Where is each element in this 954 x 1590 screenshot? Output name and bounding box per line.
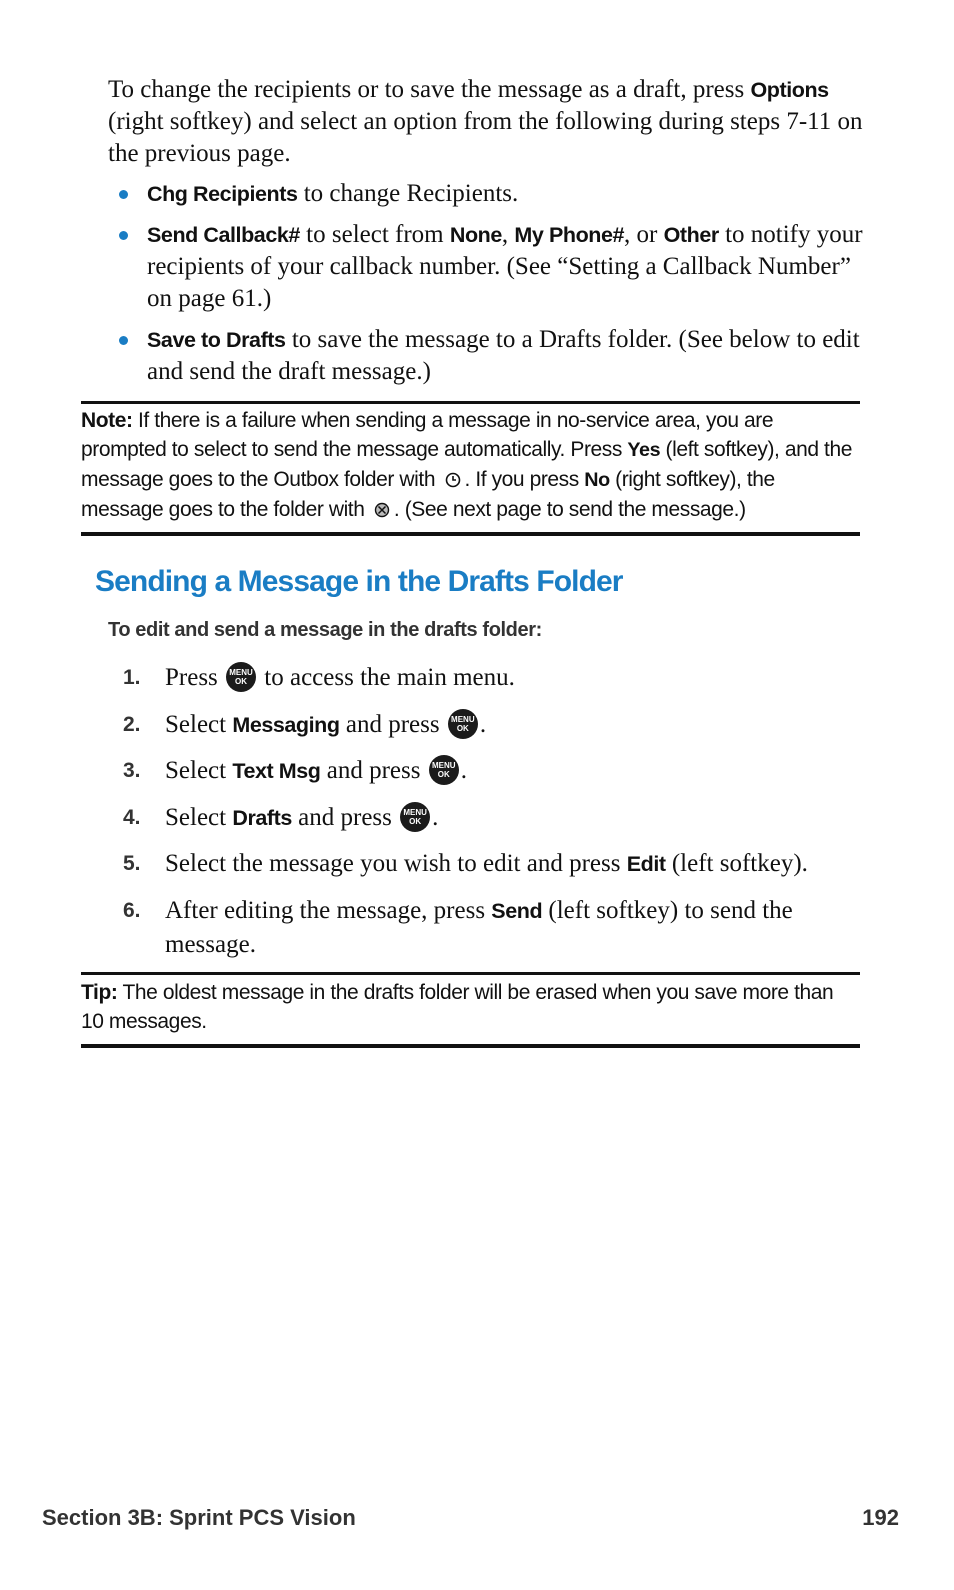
tip-text: The oldest message in the drafts folder will be erased when you save more than 10 messages.	[81, 981, 834, 1033]
option-text: to change Recipients.	[297, 180, 519, 207]
key-label-top: MENU	[451, 714, 475, 724]
list-item	[108, 324, 868, 388]
other-keyword: Other	[663, 223, 719, 247]
step-text: After editing the message, press	[165, 896, 492, 924]
option-text: to save the message to a Drafts folder. (See below to edit and send the draft message.)	[147, 326, 860, 385]
step-text: (left softkey) to send the message.	[165, 896, 793, 958]
bullet-icon	[119, 336, 128, 345]
step-number: 2.	[123, 712, 141, 736]
step-text: .	[460, 757, 467, 784]
note-text: . (See next page to send the message.)	[393, 498, 746, 521]
send-callback-keyword: Send Callback#	[147, 223, 300, 247]
options-keyword: Options	[750, 78, 829, 102]
no-keyword: No	[584, 469, 610, 491]
note-text: (left softkey), and the message goes to the Outbox folder with	[81, 438, 852, 491]
step-item	[108, 661, 868, 695]
edit-keyword: Edit	[626, 852, 666, 876]
tip-bottom-rule	[81, 1044, 860, 1048]
tip-label: Tip:	[81, 981, 118, 1004]
menu-ok-key-icon	[400, 802, 430, 832]
menu-ok-key-icon	[448, 709, 478, 739]
step-text: .	[479, 710, 487, 738]
step-number: 5.	[123, 852, 141, 875]
yes-keyword: Yes	[627, 439, 661, 461]
tip-box	[81, 978, 860, 1036]
note-label: Note:	[81, 409, 133, 432]
separator: ,	[501, 221, 515, 248]
menu-ok-key-icon	[226, 662, 256, 692]
drafts-keyword: Drafts	[232, 805, 292, 830]
note-box	[81, 406, 860, 524]
key-label-top: MENU	[431, 761, 456, 770]
steps-list	[108, 661, 868, 974]
step-number: 1.	[123, 666, 141, 689]
menu-ok-key-icon	[429, 755, 459, 785]
note-bottom-rule	[81, 532, 860, 536]
bullet-icon	[119, 190, 128, 199]
intro-paragraph	[108, 74, 868, 170]
step-number: 4.	[123, 805, 141, 829]
note-text: (right softkey), the message goes to the folder with	[81, 468, 775, 521]
step-text: and press	[339, 710, 446, 738]
step-text: to access the main menu.	[258, 664, 515, 691]
key-label-bottom: OK	[409, 816, 422, 826]
step-item	[108, 801, 868, 835]
step-text: .	[432, 803, 439, 831]
step-item	[108, 754, 868, 788]
key-label-bottom: OK	[456, 723, 469, 733]
step-text: Press	[165, 664, 225, 691]
section-heading: Sending a Message in the Drafts Folder	[95, 565, 623, 598]
step-text: (left softkey).	[665, 850, 808, 877]
save-to-drafts-keyword: Save to Drafts	[147, 328, 286, 352]
options-list	[108, 178, 868, 397]
send-keyword: Send	[491, 898, 543, 923]
step-text: Select	[165, 803, 233, 831]
step-item	[108, 708, 868, 742]
tip-top-rule	[81, 972, 860, 975]
messaging-keyword: Messaging	[232, 712, 340, 737]
intro-text: To change the recipients or to save the message as a draft, press	[108, 76, 751, 103]
failed-icon	[374, 502, 390, 518]
step-text: Select the message you wish to edit and press	[165, 850, 627, 877]
step-text: Select	[165, 757, 233, 784]
note-text: . If you press	[464, 468, 585, 491]
procedure-subheading: To edit and send a message in the drafts folder:	[108, 619, 542, 641]
list-item	[108, 178, 868, 210]
bullet-icon	[119, 231, 128, 240]
step-item	[108, 847, 868, 881]
none-keyword: None	[449, 223, 502, 247]
step-number: 3.	[123, 759, 141, 782]
key-label-bottom: OK	[235, 677, 248, 686]
step-item	[108, 894, 868, 962]
key-label-bottom: OK	[437, 770, 450, 779]
text-msg-keyword: Text Msg	[232, 759, 321, 783]
step-text: and press	[320, 757, 427, 784]
clock-icon	[445, 472, 461, 488]
separator: , or	[624, 221, 664, 248]
intro-text-2: (right softkey) and select an option from the following during steps 7-11 on the previous page.	[108, 108, 863, 167]
my-phone-keyword: My Phone#	[514, 223, 625, 247]
key-label-top: MENU	[229, 668, 253, 677]
step-text: and press	[291, 803, 399, 831]
option-text: to select from	[299, 221, 450, 248]
footer-section-label: Section 3B: Sprint PCS Vision	[42, 1505, 356, 1530]
key-label-top: MENU	[403, 807, 427, 817]
option-text: to notify your recipients of your callback number. (See “Setting a Callback Number” on page 61.)	[147, 221, 863, 312]
list-item	[108, 219, 868, 315]
page-number: 192	[862, 1505, 899, 1530]
chg-recipients-keyword: Chg Recipients	[147, 182, 298, 206]
note-top-rule	[81, 401, 860, 404]
step-text: Select	[165, 710, 233, 738]
note-text: If there is a failure when sending a message in no-service area, you are prompted to select to send the message automatically. Press	[81, 409, 774, 461]
step-number: 6.	[123, 898, 141, 922]
